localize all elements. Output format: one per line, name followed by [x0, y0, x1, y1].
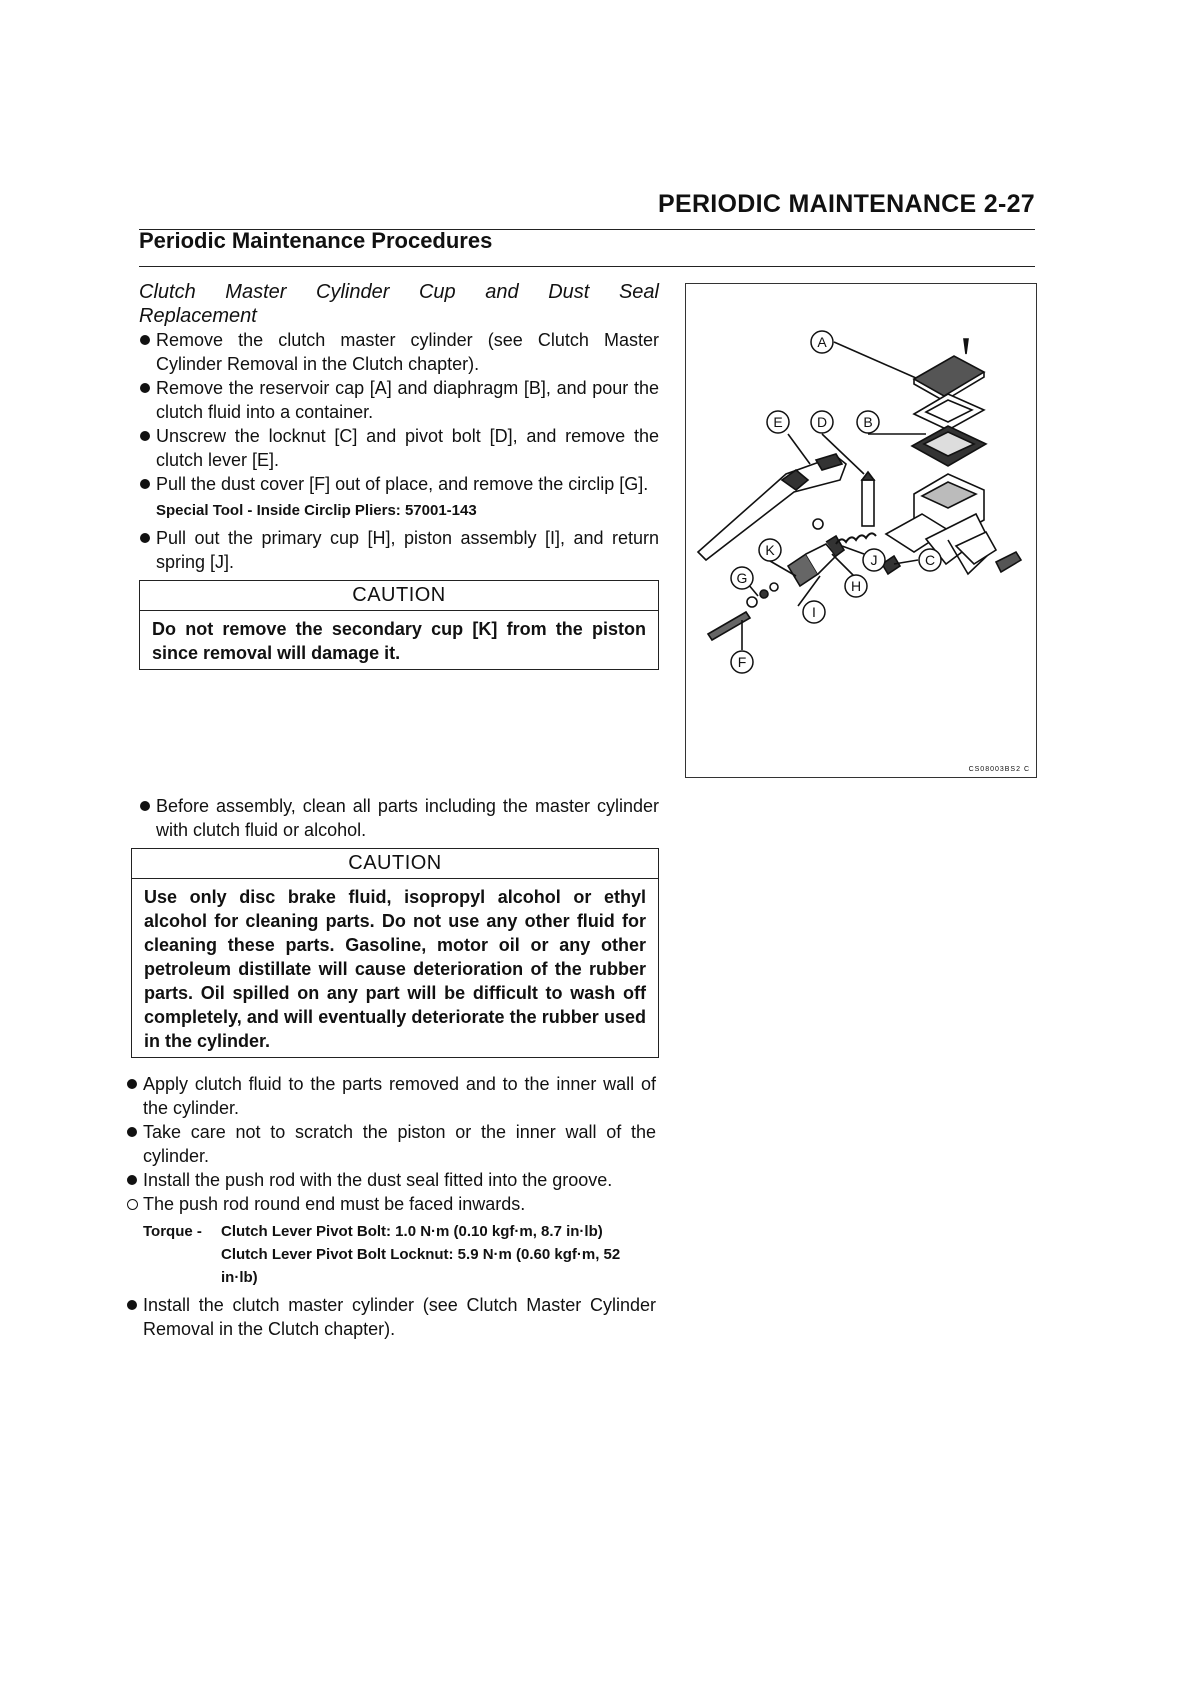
step-1: Remove the clutch master cylinder (see Clutch Master Cylinder Removal in the Clutch chapter). — [139, 328, 659, 376]
caution-title-1: CAUTION — [140, 581, 658, 611]
label-k — [759, 539, 781, 561]
label-d-text: D — [816, 414, 828, 430]
chapter-rule — [139, 266, 1035, 267]
label-f-text: F — [737, 654, 747, 670]
label-e-text: E — [773, 414, 783, 430]
label-j-text: J — [870, 552, 878, 568]
caution-text-1: Do not remove the secondary cup [K] from the piston since removal will damage it. — [152, 619, 646, 663]
procedure-upper — [139, 280, 659, 674]
step-9: Install the push rod with the dust seal fitted into the groove. — [126, 1168, 656, 1192]
label-b-text: B — [863, 414, 873, 430]
step-3: Unscrew the locknut [C] and pivot bolt [D], and remove the clutch lever [E]. — [139, 424, 659, 472]
procedure-lower — [139, 794, 659, 1062]
procedure-title: Clutch Master Cylinder Cup and Dust Seal — [139, 281, 659, 303]
chapter-title: Periodic Maintenance Procedures — [139, 228, 493, 253]
caution-text-2: Use only disc brake fluid, isopropyl alcohol or ethyl alcohol for cleaning parts. Do not use any other fluid for cleaning these parts. Gasoline, motor oil or any other petroleum distillate will cause deterioration of the rubber parts. Oil spilled on any part will be difficult to wash off completely, and will eventually deteriorate the rubber used in the cylinder. — [144, 887, 646, 1051]
label-i — [803, 601, 825, 623]
label-f — [731, 651, 753, 673]
caution-box-2 — [131, 848, 659, 1058]
master-cylinder-diagram — [686, 284, 1036, 777]
label-h-text: H — [850, 578, 862, 594]
section-header: PERIODIC MAINTENANCE 2-27 — [658, 190, 1035, 218]
label-h — [845, 575, 867, 597]
label-i-text: I — [812, 604, 816, 620]
step-6: Before assembly, clean all parts including the master cylinder with clutch fluid or alcohol. — [139, 794, 659, 842]
caution-title-2: CAUTION — [132, 849, 658, 879]
special-tool: Special Tool - Inside Circlip Pliers: 57001-143 — [156, 502, 477, 519]
step-7: Apply clutch fluid to the parts removed and to the inner wall of the cylinder. — [126, 1072, 656, 1120]
label-g — [731, 567, 753, 589]
procedure-final — [126, 1072, 656, 1341]
torque-spec-1: Clutch Lever Pivot Bolt: 1.0 N·m (0.10 kgf·m, 8.7 in·lb) — [221, 1223, 603, 1240]
exploded-diagram — [685, 283, 1037, 778]
procedure-title-2: Replacement — [139, 305, 257, 327]
note: The push rod round end must be faced inwards. — [126, 1192, 656, 1216]
torque-block — [126, 1220, 656, 1289]
label-d — [811, 411, 833, 433]
label-a-text: A — [817, 334, 827, 350]
torque-spec-2: Clutch Lever Pivot Bolt Locknut: 5.9 N·m (0.60 kgf·m, 52 in·lb) — [221, 1246, 621, 1286]
torque-label: Torque - — [143, 1223, 202, 1240]
caution-box-1 — [139, 580, 659, 670]
step-4: Pull the dust cover [F] out of place, and remove the circlip [G]. — [139, 472, 659, 496]
label-k-text: K — [765, 542, 775, 558]
step-5: Pull out the primary cup [H], piston assembly [I], and return spring [J]. — [139, 526, 659, 574]
label-b — [857, 411, 879, 433]
label-c-text: C — [924, 552, 936, 568]
label-c — [919, 549, 941, 571]
label-g-text: G — [736, 570, 748, 586]
step-10: Install the clutch master cylinder (see Clutch Master Cylinder Removal in the Clutch chapter). — [126, 1293, 656, 1341]
figure-code: CS08003BS2 C — [968, 766, 1030, 773]
step-8: Take care not to scratch the piston or the inner wall of the cylinder. — [126, 1120, 656, 1168]
step-2: Remove the reservoir cap [A] and diaphragm [B], and pour the clutch fluid into a container. — [139, 376, 659, 424]
label-j — [863, 549, 885, 571]
label-a — [811, 331, 833, 353]
label-e — [767, 411, 789, 433]
